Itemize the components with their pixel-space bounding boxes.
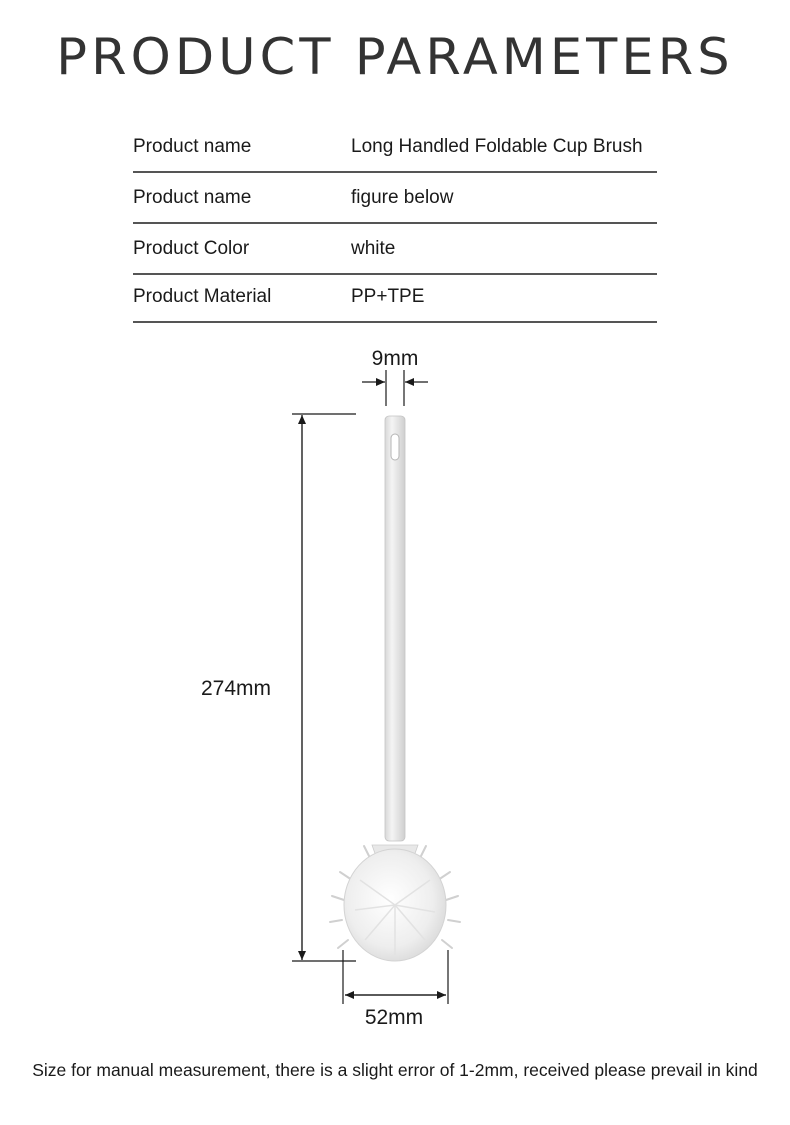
param-row-material xyxy=(133,275,657,323)
measurement-note: Size for manual measurement, there is a slight error of 1-2mm, received please prevail in kind xyxy=(32,1060,758,1080)
param-label: Product Material xyxy=(133,286,272,307)
product-dimension-diagram xyxy=(0,330,790,1050)
param-value: Long Handled Foldable Cup Brush xyxy=(351,136,643,157)
page-title: PRODUCT PARAMETERS xyxy=(56,28,734,86)
dimension-height-label: 274mm xyxy=(200,677,272,700)
dimension-width-top-label: 9mm xyxy=(371,347,419,370)
param-value: PP+TPE xyxy=(351,286,425,307)
dimension-width-top-lines xyxy=(362,370,428,406)
dimension-width-bottom-label: 52mm xyxy=(364,1006,424,1029)
param-label: Product name xyxy=(133,187,252,208)
brush-illustration xyxy=(330,416,460,961)
param-row-figure xyxy=(133,173,657,224)
param-label: Product name xyxy=(133,136,252,157)
param-row-name xyxy=(133,122,657,173)
param-row-color xyxy=(133,224,657,275)
param-value: white xyxy=(351,238,396,259)
dimension-height-lines xyxy=(292,414,356,961)
param-label: Product Color xyxy=(133,238,250,259)
param-value: figure below xyxy=(351,187,454,208)
parameter-table xyxy=(133,122,657,323)
